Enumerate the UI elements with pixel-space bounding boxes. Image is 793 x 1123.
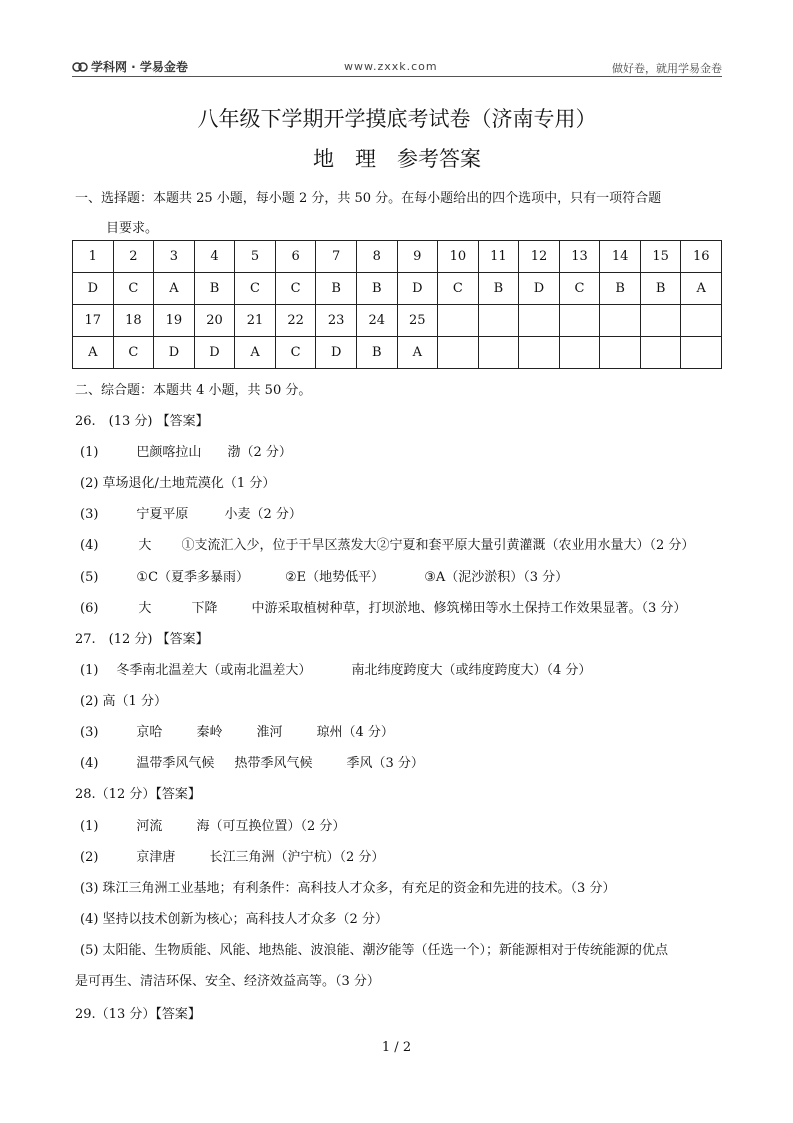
section1-heading-line1: 一、选择题：本题共 25 小题，每小题 2 分，共 50 分。在每小题给出的四个选项中，只有一项符合题 [75,191,662,206]
page-title: 八年级下学期开学摸底考试卷（济南专用） [197,107,597,131]
q26-answer-3 [80,503,302,522]
logo-icon [72,61,88,73]
answer-table-cell: C [559,273,600,305]
answer-text: 大 [138,601,152,616]
answer-table-cell: B [356,337,397,369]
answer-text: ①支流汇入少，位于干旱区蒸发大②宁夏和套平原大量引黄灌溉（农业用水量大）（2 分） [181,538,695,553]
answer-table-cell: 20 [194,305,235,337]
answer-table-cell: 10 [438,241,479,273]
answer-table-cell: 4 [194,241,235,273]
answer-text: 季风（3 分） [346,756,424,771]
answer-table-cell: A [235,337,276,369]
answer-table-cell: D [154,337,195,369]
answer-text: ③A（泥沙淤积）（3 分） [424,570,569,585]
answer-table-cell: 11 [478,241,519,273]
q28-answer-2 [80,846,384,865]
answer-table-cell: 16 [681,241,722,273]
answer-table-cell [519,337,560,369]
answer-table-cell: 22 [275,305,316,337]
answer-text: 宁夏平原 [136,507,189,522]
answer-text: 小麦（2 分） [224,507,302,522]
part-label: (6) [80,601,99,616]
answer-table-row [73,337,722,369]
q26-header: 26. (13 分) 【答案】 [75,414,209,429]
part-label: (4) [80,538,99,553]
answer-table-cell: A [681,273,722,305]
answer-table-cell: C [113,273,154,305]
answer-text: 南北纬度跨度大（或纬度跨度大）（4 分） [351,663,592,678]
answer-table-cell: C [113,337,154,369]
q28-answer-4: (4) 坚持以技术创新为核心；高科技人才众多（2 分） [80,912,388,927]
answer-table-cell: 3 [154,241,195,273]
answer-table-cell: 19 [154,305,195,337]
answer-table-cell: 17 [73,305,114,337]
answer-text: ②E（地势低平） [285,570,385,585]
q27-answer-1 [80,659,591,678]
q26-answer-6 [80,597,686,616]
answer-table-cell: A [154,273,195,305]
section2-heading: 二、综合题：本题共 4 小题，共 50 分。 [75,383,312,398]
answer-table-cell: D [194,337,235,369]
answer-text: 淮河 [256,725,283,740]
answer-text: 河流 [136,819,163,834]
answer-table-cell: D [73,273,114,305]
answer-table-cell: 23 [316,305,357,337]
answer-table-cell: 9 [397,241,438,273]
q28-answer-5: (5) 太阳能、生物质能、风能、地热能、波浪能、潮汐能等（任选一个）；新能源相对于传统能源的优点 [80,943,669,958]
answer-table-cell: C [438,273,479,305]
answer-text: 下降 [191,601,218,616]
answer-table-cell: 15 [640,241,681,273]
answer-table-cell [438,337,479,369]
part-label: (1) [80,445,99,460]
answer-table-cell: C [275,273,316,305]
q28-answer-5-cont: 是可再生、清洁环保、安全、经济效益高等。（3 分） [75,974,380,989]
answer-table-cell [438,305,479,337]
q27-answer-3 [80,721,394,740]
answer-text: 海（可互换位置）（2 分） [196,819,346,834]
answer-table-cell [640,337,681,369]
q26-answer-4 [80,534,694,553]
page-number: 1 / 2 [381,1040,412,1055]
q27-answer-4 [80,752,424,771]
answer-text: 渤（2 分） [227,445,292,460]
answer-table-cell: B [316,273,357,305]
answer-table-cell: 24 [356,305,397,337]
q28-header: 28.（12 分）【答案】 [75,787,201,802]
q26-answer-5 [80,566,568,585]
part-label: (1) [80,819,99,834]
part-label: (1) [80,663,99,678]
answer-table-cell: A [73,337,114,369]
answer-table-row [73,273,722,305]
q26-answer-1 [80,441,292,460]
part-label: (4) [80,756,99,771]
answer-text: 大 [138,538,152,553]
answer-table-row [73,305,722,337]
answer-table-cell: 18 [113,305,154,337]
answer-table-cell: 6 [275,241,316,273]
answer-table-cell: A [397,337,438,369]
header-divider [72,76,722,77]
q26-answer-2: (2) 草场退化/土地荒漠化（1 分） [80,476,276,491]
brand-logo [72,58,188,75]
answer-text: 琼州（4 分） [316,725,394,740]
answer-table-cell [600,337,641,369]
site-url: www.zxxk.com [344,60,438,73]
answer-table-cell: B [640,273,681,305]
answer-table-cell [681,305,722,337]
answer-table-cell [519,305,560,337]
answer-table-cell [478,305,519,337]
answer-text: 秦岭 [196,725,223,740]
answer-table-cell: 8 [356,241,397,273]
answer-text: ①C（夏季多暴雨） [136,570,250,585]
answer-text: 长江三角洲（沪宁杭）（2 分） [209,850,385,865]
answer-table-cell: 21 [235,305,276,337]
answer-table-cell [559,305,600,337]
answer-table-cell: B [478,273,519,305]
answer-table-cell: 5 [235,241,276,273]
answer-table-cell: B [194,273,235,305]
answer-table-cell: C [275,337,316,369]
part-label: (3) [80,725,99,740]
q27-answer-2: (2) 高（1 分） [80,694,167,709]
answer-text: 热带季风气候 [234,756,313,771]
answer-table-cell: 7 [316,241,357,273]
answer-table-cell [681,337,722,369]
answer-table-cell: 14 [600,241,641,273]
page-subtitle: 地 理 参考答案 [313,147,481,171]
answer-table-cell: B [600,273,641,305]
answer-text: 京津唐 [136,850,176,865]
part-label: (3) [80,507,99,522]
answer-text: 巴颜喀拉山 [136,445,202,460]
answer-table [72,240,722,369]
answer-table-cell: 25 [397,305,438,337]
logo-text: 学科网 · 学易金卷 [91,60,188,74]
answer-table-cell: B [356,273,397,305]
answer-table-cell: C [235,273,276,305]
answer-text: 京哈 [136,725,163,740]
answer-table-cell: 13 [559,241,600,273]
answer-text: 中游采取植树种草，打坝淤地、修筑梯田等水土保持工作效果显著。（3 分） [251,601,687,616]
answer-table-cell [559,337,600,369]
section1-heading-line2: 目要求。 [106,221,159,236]
answer-table-cell: D [519,273,560,305]
q28-answer-1 [80,815,345,834]
answer-table-cell [478,337,519,369]
q29-header: 29.（13 分）【答案】 [75,1007,201,1022]
q27-header: 27. (12 分) 【答案】 [75,632,209,647]
answer-table-cell: D [397,273,438,305]
part-label: (2) [80,850,99,865]
page-header [72,58,722,76]
answer-table-cell: 1 [73,241,114,273]
q28-answer-3: (3) 珠江三角洲工业基地；有利条件：高科技人才众多，有充足的资金和先进的技术。（3 分） [80,881,616,896]
answer-table-row [73,241,722,273]
answer-table-cell: 12 [519,241,560,273]
answer-table-cell: D [316,337,357,369]
answer-table-cell [640,305,681,337]
answer-text: 冬季南北温差大（或南北温差大） [116,663,312,678]
header-slogan: 做好卷，就用学易金卷 [612,62,722,75]
answer-table-cell: 2 [113,241,154,273]
answer-table-cell [600,305,641,337]
part-label: (5) [80,570,99,585]
answer-text: 温带季风气候 [136,756,215,771]
